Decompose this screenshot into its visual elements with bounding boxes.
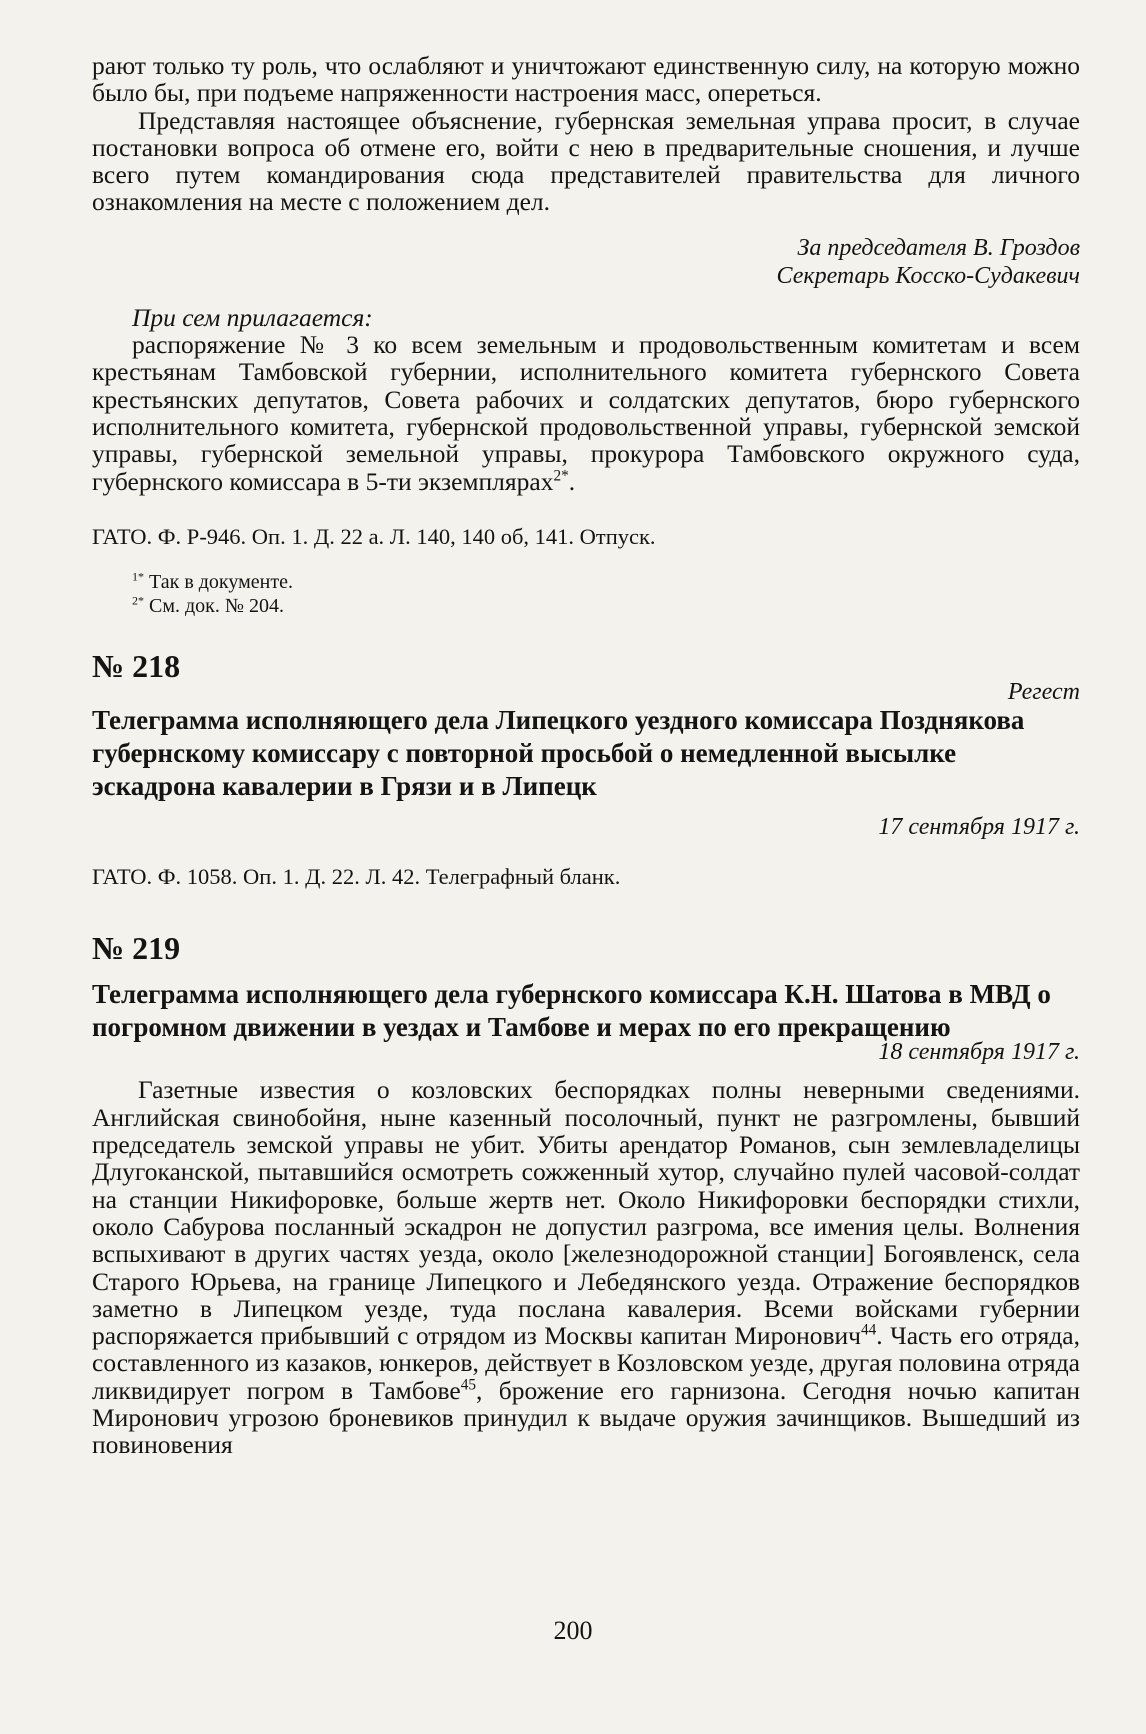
signature-block: [92, 234, 1080, 290]
paragraph-continued: рают только ту роль, что ослабляют и уничтожают единственную силу, на которую можно было бы, при подъеме напряженности настроения масс, опереться.: [92, 51, 1080, 108]
footnote-2-text: См. док. № 204.: [149, 595, 284, 618]
page-number: 200: [553, 1616, 593, 1645]
doc-219-title: Телеграмма исполняющего дела губернского комиссара К.Н. Шатова в МВД о погромном движении в уездах и Тамбове и мерах по его прекращению: [92, 979, 1051, 1043]
footnote-ref-2: 2*: [553, 467, 569, 485]
footnote-1-mark: 1*: [132, 569, 144, 584]
signature-chair: За председателя В. Гроздов: [797, 234, 1080, 261]
paragraph-explanation: Представляя настоящее объяснение, губернская земельная управа просит, в случае постановки вопроса об отмене его, войти с нею в предварительные сношения, и лучше всего путем командирования сюда представителей правительства для личного ознакомления на месте с положением дел.: [92, 105, 1080, 217]
doc-218-source: ГАТО. Ф. 1058. Оп. 1. Д. 22. Л. 42. Телеграфный бланк.: [92, 864, 621, 890]
doc-219-number: № 219: [92, 930, 181, 967]
doc-218-number: № 218: [92, 648, 181, 685]
archive-source-1: ГАТО. Ф. Р-946. Оп. 1. Д. 22 а. Л. 140, 140 об, 141. Отпуск.: [92, 523, 656, 549]
doc-219-date: 18 сентября 1917 г.: [878, 1039, 1080, 1066]
footnote-1: [132, 570, 1080, 594]
footnote-2-mark: 2*: [132, 593, 144, 608]
signature-secretary: Секретарь Косско-Судакевич: [776, 262, 1080, 289]
doc-218-date: 17 сентября 1917 г.: [878, 814, 1080, 841]
footnotes: [92, 570, 1080, 618]
doc-219-text-c: , брожение его гарнизона. Сегодня ночью капитан Миронович угрозою броневиков принудил к выдаче оружия зачинщиков. Вышедший из повиновения: [92, 1375, 1080, 1460]
doc-219-body: [92, 1076, 1080, 1458]
footnote-ref-44: 44: [861, 1321, 877, 1339]
doc-218-title: Телеграмма исполняющего дела Липецкого уездного комиссара Позднякова губернскому комиссару с повторной просьбой о немедленной высылке эскадрона кавалерии в Грязи и в Липецк: [92, 705, 1025, 802]
footnote-ref-45: 45: [460, 1376, 477, 1394]
footnote-1-text: Так в документе.: [149, 571, 293, 594]
attachment-heading: При сем прилагается:: [132, 302, 373, 332]
doc-219-text-b: . Часть его отряда, составленного из казаков, юнкеров, действует в Козловском уезде, другая половина отряда ликвидирует погром в Тамбове: [92, 1321, 1081, 1405]
attachment-body: распоряжение № 3 ко всем земельным и продовольственным комитетам и всем крестьянам Тамбовской губернии, исполнительного комитета губернского Совета крестьянских депутатов, Совета рабочих и солдатских депутатов, бюро губернского исполнительного комитета, губернской продовольственной управы, губернской земской управы, губернской земельной управы, прокурора Тамбовского окружного суда, губернского комиссара в 5-ти экземплярах: [92, 330, 1080, 496]
doc-219-text-a: Газетные известия о козловских беспорядках полны неверными сведениями. Английская свинобойня, ныне казенный посолочный, пункт не разгромлены, бывший председатель земской управы не убит. Убиты арендатор Романов, сын землевладелицы Длугоканской, пытавшийся осмотреть сожженный хутор, случайно пулей часовой-солдат на станции Никифоровке, больше жертв нет. Около Никифоровки беспорядки стихли, около Сабурова посланный эскадрон не допустил разгрома, все имения целы. Волнения вспыхивают в других частях уезда, около [железнодорожной станции] Богоявленск, села Старого Юрьева, на границе Липецкого и Лебедянского уезда. Отражение беспорядков заметно в Липецком уезде, туда послана кавалерия. Всеми войсками губернии распоряжается прибывший с отрядом из Москвы капитан Миронович: [92, 1075, 1080, 1351]
footnote-2: [132, 594, 1080, 618]
page-content: [92, 52, 1080, 1459]
attachment-end: .: [568, 466, 576, 496]
attachment-text: [92, 331, 1080, 495]
doc-218-regest-label: Регест: [1007, 679, 1080, 706]
